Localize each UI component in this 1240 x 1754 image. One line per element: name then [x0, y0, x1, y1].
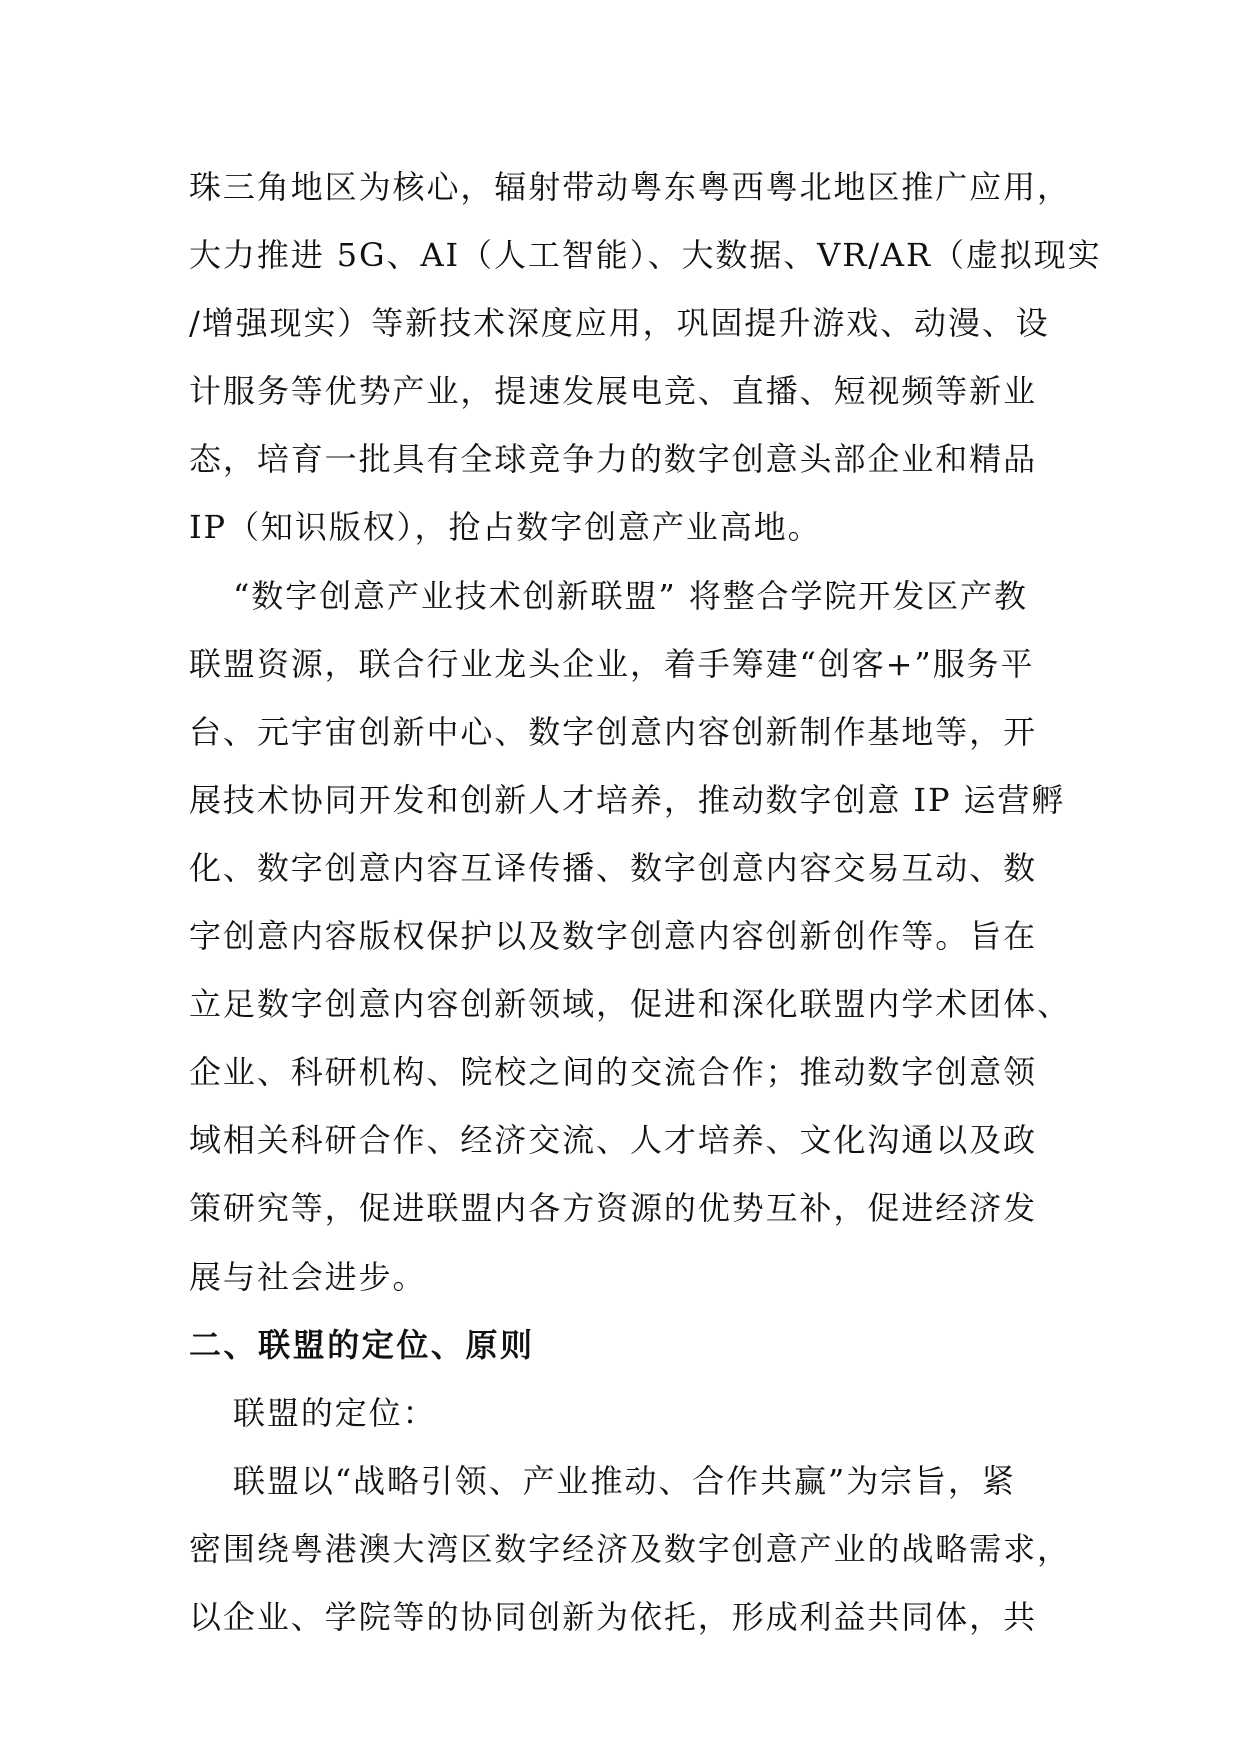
paragraph-line: 企业、科研机构、院校之间的交流合作；推动数字创意领 — [189, 1053, 1038, 1092]
paragraph-line: 域相关科研合作、经济交流、人才培养、文化沟通以及政 — [189, 1121, 1038, 1160]
paragraph-line: 展技术协同开发和创新人才培养，推动数字创意 IP 运营孵 — [189, 780, 1066, 819]
paragraph-line: 立足数字创意内容创新领域，促进和深化联盟内学术团体、 — [189, 985, 1071, 1024]
paragraph-line: “数字创意产业技术创新联盟” 将整合学院开发区产教 — [233, 576, 1028, 615]
paragraph-3 — [189, 1447, 1069, 1651]
paragraph-line: 密围绕粤港澳大湾区数字经济及数字创意产业的战略需求， — [189, 1529, 1071, 1568]
paragraph-1 — [189, 153, 1102, 562]
paragraph-line: 策研究等，促进联盟内各方资源的优势互补，促进经济发 — [189, 1189, 1038, 1228]
paragraph-line: 化、数字创意内容互译传播、数字创意内容交易互动、数 — [189, 848, 1038, 887]
document-body — [189, 153, 1102, 1651]
paragraph-line: 大力推进 5G、AI（人工智能）、大数据、VR/AR（虚拟现实 — [189, 236, 1102, 275]
subheading: 联盟的定位： — [233, 1393, 437, 1432]
paragraph-line: 珠三角地区为核心，辐射带动粤东粤西粤北地区推广应用， — [189, 168, 1071, 206]
paragraph-line: 态，培育一批具有全球竞争力的数字创意头部企业和精品 — [189, 440, 1038, 479]
paragraph-line: 联盟以“战略引领、产业推动、合作共赢”为宗旨，紧 — [233, 1461, 1016, 1500]
paragraph-line: IP（知识版权），抢占数字创意产业高地。 — [189, 508, 822, 547]
paragraph-line: 展与社会进步。 — [189, 1257, 427, 1296]
paragraph-line: /增强现实）等新技术深度应用，巩固提升游戏、动漫、设 — [189, 304, 1050, 343]
paragraph-line: 计服务等优势产业，提速发展电竞、直播、短视频等新业 — [189, 372, 1038, 411]
section-heading: 二、联盟的定位、原则 — [189, 1325, 535, 1364]
paragraph-line: 联盟资源，联合行业龙头企业，着手筹建“创客+”服务平 — [189, 644, 1035, 683]
paragraph-2 — [189, 562, 1069, 1311]
paragraph-line: 字创意内容版权保护以及数字创意内容创新创作等。旨在 — [189, 917, 1038, 956]
paragraph-line: 台、元宇宙创新中心、数字创意内容创新制作基地等，开 — [189, 712, 1038, 751]
paragraph-line: 以企业、学院等的协同创新为依托，形成利益共同体，共 — [189, 1597, 1038, 1636]
